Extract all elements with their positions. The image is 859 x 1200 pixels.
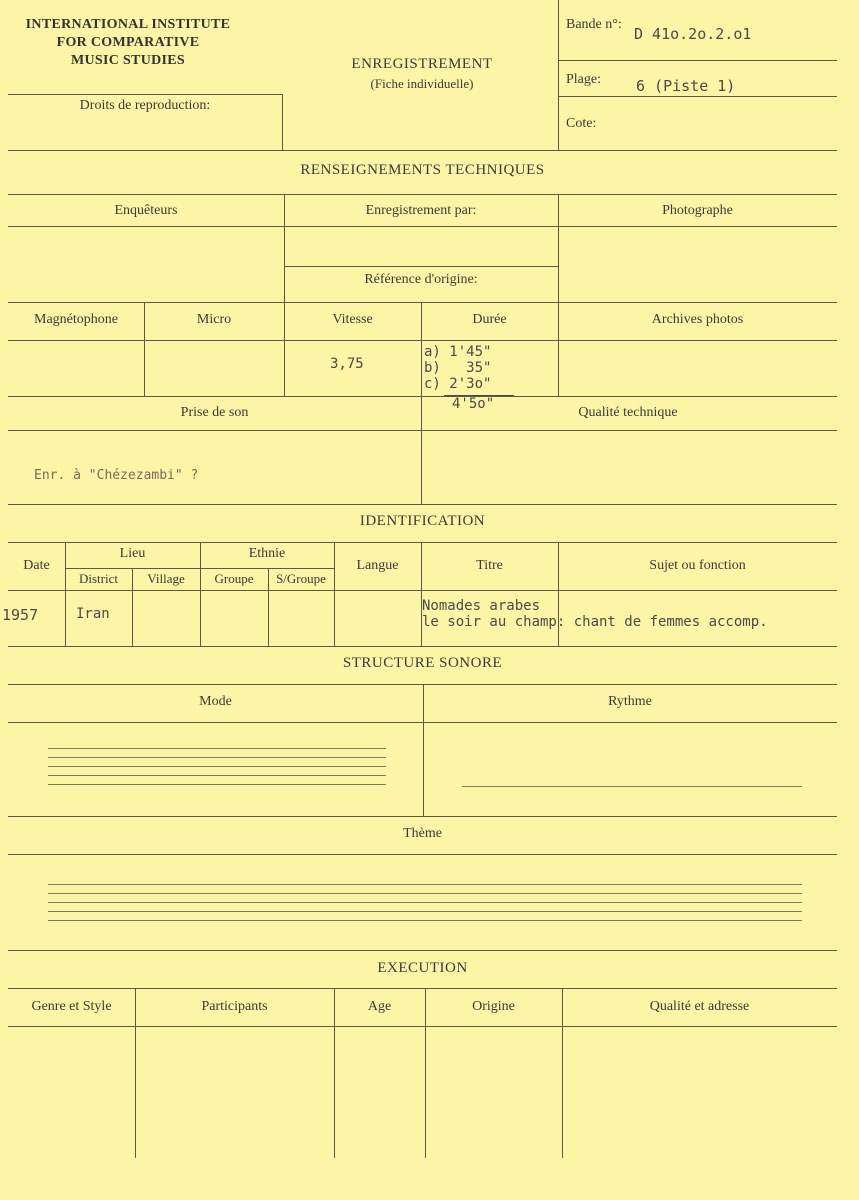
staff-line	[48, 775, 386, 776]
col-ethnie: Ethnie	[248, 546, 286, 561]
col-line	[421, 302, 422, 504]
section-line	[8, 646, 837, 647]
col-titre: Titre	[476, 558, 503, 573]
section-title-technical: RENSEIGNEMENTS TECHNIQUES	[300, 162, 545, 178]
institute-line-2: FOR COMPARATIVE	[56, 35, 200, 50]
date-value: 1957	[2, 606, 39, 624]
bande-label: Bande n°:	[566, 17, 622, 32]
institute-name	[0, 16, 256, 70]
section-line	[8, 194, 837, 195]
reference-label: Référence d'origine:	[364, 272, 478, 287]
col-genre: Genre et Style	[31, 999, 112, 1014]
form-title: ENREGISTREMENT	[351, 56, 493, 72]
staff-line	[48, 893, 802, 894]
rhythm-line	[462, 786, 802, 787]
header-line	[8, 94, 282, 95]
header-rights-divider	[282, 94, 283, 150]
col-prise-de-son: Prise de son	[180, 405, 249, 420]
section-title-structure: STRUCTURE SONORE	[342, 655, 503, 671]
col-qualite-technique: Qualité technique	[578, 405, 678, 420]
row-line	[284, 266, 558, 267]
row-line	[8, 854, 837, 855]
header-line	[558, 96, 837, 97]
col-vitesse: Vitesse	[332, 312, 373, 327]
staff-line	[48, 766, 386, 767]
col-lieu: Lieu	[119, 546, 146, 561]
duree-total: 4'5o"	[452, 396, 495, 412]
district-value: Iran	[76, 606, 110, 622]
col-origine: Origine	[472, 999, 515, 1014]
col-mode: Mode	[199, 694, 232, 709]
section-title-execution: EXECUTION	[377, 960, 468, 976]
col-magnetophone: Magnétophone	[34, 312, 118, 327]
institute-line-3: MUSIC STUDIES	[71, 53, 185, 68]
col-langue: Langue	[356, 558, 399, 573]
col-photographe: Photographe	[662, 203, 733, 218]
duree-c: c) 2'3o"	[424, 376, 492, 392]
section-line	[8, 950, 837, 951]
header-line	[558, 60, 837, 61]
prise-de-son-value: Enr. à "Chézezambi" ?	[34, 468, 199, 483]
staff-line	[48, 748, 386, 749]
form-subtitle: (Fiche individuelle)	[370, 76, 474, 91]
plage-label: Plage:	[566, 72, 601, 87]
col-date: Date	[23, 558, 50, 573]
theme-label: Thème	[403, 826, 442, 841]
row-line	[65, 568, 334, 569]
col-participants: Participants	[201, 999, 268, 1014]
col-enqueteurs: Enquêteurs	[114, 203, 178, 218]
row-line	[8, 302, 837, 303]
row-line	[8, 396, 837, 397]
col-age: Age	[367, 999, 392, 1014]
staff-line	[48, 884, 802, 885]
bande-value: D 41o.2o.2.o1	[634, 25, 752, 43]
col-rythme: Rythme	[608, 694, 652, 709]
row-line	[8, 340, 837, 341]
row-line	[8, 816, 837, 817]
section-line	[8, 988, 837, 989]
titre-line-2: le soir au champ: chant de femmes accomp.	[422, 614, 768, 630]
row-line	[8, 590, 837, 591]
col-sujet: Sujet ou fonction	[649, 558, 746, 573]
row-line	[8, 430, 837, 431]
institute-line-1: INTERNATIONAL INSTITUTE	[25, 17, 231, 32]
col-qualite-adresse: Qualité et adresse	[649, 999, 750, 1014]
col-village: Village	[147, 571, 185, 586]
header-right-divider	[558, 0, 559, 150]
col-duree: Durée	[472, 312, 507, 327]
col-sgroupe: S/Groupe	[276, 571, 326, 586]
col-micro: Micro	[196, 312, 232, 327]
rights-label: Droits de reproduction:	[79, 98, 211, 113]
staff-line	[48, 784, 386, 785]
section-line	[8, 150, 837, 151]
row-line	[8, 226, 837, 227]
duree-b: b) 35"	[424, 360, 492, 376]
section-line	[8, 504, 837, 505]
col-enregistrement-par: Enregistrement par:	[365, 203, 477, 218]
row-line	[8, 1026, 837, 1027]
col-groupe: Groupe	[214, 571, 254, 586]
staff-line	[48, 911, 802, 912]
col-archives-photos: Archives photos	[651, 312, 744, 327]
duree-a: a) 1'45"	[424, 344, 492, 360]
staff-line	[48, 757, 386, 758]
plage-value: 6 (Piste 1)	[636, 77, 736, 95]
section-title-identification: IDENTIFICATION	[359, 513, 486, 529]
cote-label: Cote:	[566, 116, 597, 131]
section-line	[8, 542, 837, 543]
col-district: District	[79, 571, 118, 586]
titre-line-1: Nomades arabes	[422, 598, 541, 614]
staff-line	[48, 920, 802, 921]
staff-line	[48, 902, 802, 903]
vitesse-value: 3,75	[330, 356, 364, 372]
